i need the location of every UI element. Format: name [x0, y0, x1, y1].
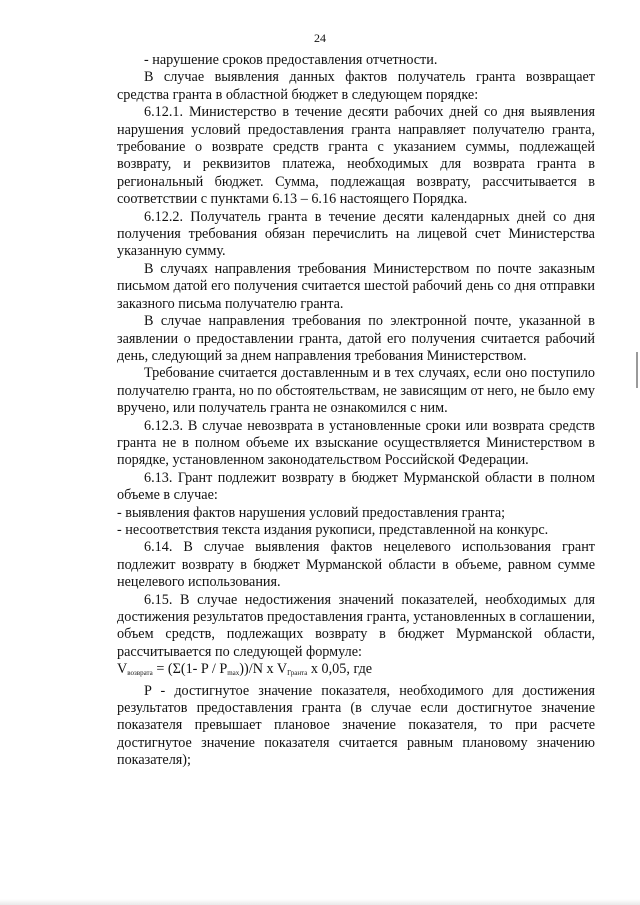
paragraph: 6.12.3. В случае невозврата в установленные сроки или возврата средств гранта не в полном объеме их взыскание осуществляется Министерством в порядке, установленном законодательством Российской Федерации. [117, 417, 595, 469]
paragraph: P - достигнутое значение показателя, необходимого для достижения результатов предоставления гранта (в случае если достигнутое значение показателя превышает плановое значение показателя, то при расчете достигнутое значение показателя считается равным плановому значению показателя); [117, 682, 595, 769]
paragraph: 6.14. В случае выявления фактов нецелевого использования грант подлежит возврату в бюджет Мурманской области в объеме, равном сумме нецелевого использования. [117, 539, 595, 591]
list-item: - выявления фактов нарушения условий предоставления гранта; [117, 504, 506, 521]
formula-part: x 0,05, где [307, 661, 373, 678]
paragraph: В случаях направления требования Министерством по почте заказным письмом датой его получения считается шестой рабочий день со дня отправки заказного письма получателю гранта. [117, 260, 595, 312]
paragraph: Требование считается доставленным и в тех случаях, если оно поступило получателю гранта, но по обстоятельствам, не зависящим от него, не было ему вручено, или получатель гранта не ознакомился с ним. [117, 365, 595, 417]
paragraph: - нарушение сроков предоставления отчетности. [144, 52, 438, 68]
formula-v: V [117, 661, 128, 678]
formula-part: = (Σ(1- P / P [152, 661, 228, 678]
paragraph: 6.12.1. Министерство в течение десяти рабочих дней со дня выявления нарушения условий предоставления гранта направляет получателю гранта, требование о возврате средств гранта с указанием суммы, подлежащей возврату, и реквизитов платежа, необходимых для возврата гранта в региональный бюджет. Сумма, подлежащая возврату, рассчитывается в соответствии с пунктами 6.13 – 6.16 настоящего Порядка. [117, 104, 595, 208]
paragraph: 6.12.2. Получатель гранта в течение десяти календарных дней со дня получения требования обязан перечислить на лицевой счет Министерства указанную сумму. [117, 208, 595, 260]
paragraph: В случае выявления данных фактов получатель гранта возвращает средства гранта в областной бюджет в следующем порядке: [117, 69, 595, 103]
formula-vgrant-subscript: Гранта [287, 669, 308, 678]
paragraph: В случае направления требования по электронной почте, указанной в заявлении о предоставлении гранта, датой его получения считается рабочий день, следующий за днем направления требования Министерством. [117, 313, 595, 364]
scan-bottom-shadow [0, 899, 640, 905]
scan-edge-mark [636, 352, 638, 388]
formula [117, 661, 595, 682]
formula-pmax-subscript: max [227, 669, 240, 678]
page-number: 24 [314, 31, 326, 45]
body-text [117, 52, 595, 770]
formula-part: ))/N x V [239, 661, 288, 678]
formula-v-subscript: возврата [127, 669, 153, 678]
list-item: - несоответствия текста издания рукописи, представленной на конкурс. [117, 521, 549, 538]
paragraph: 6.13. Грант подлежит возврату в бюджет Мурманской области в полном объеме в случае: [117, 469, 595, 504]
paragraph: 6.15. В случае недостижения значений показателей, необходимых для достижения результатов предоставления гранта, установленных в соглашении, объем средств, подлежащих возврату в бюджет Мурманской области, рассчитывается по следующей формуле: [117, 591, 595, 660]
